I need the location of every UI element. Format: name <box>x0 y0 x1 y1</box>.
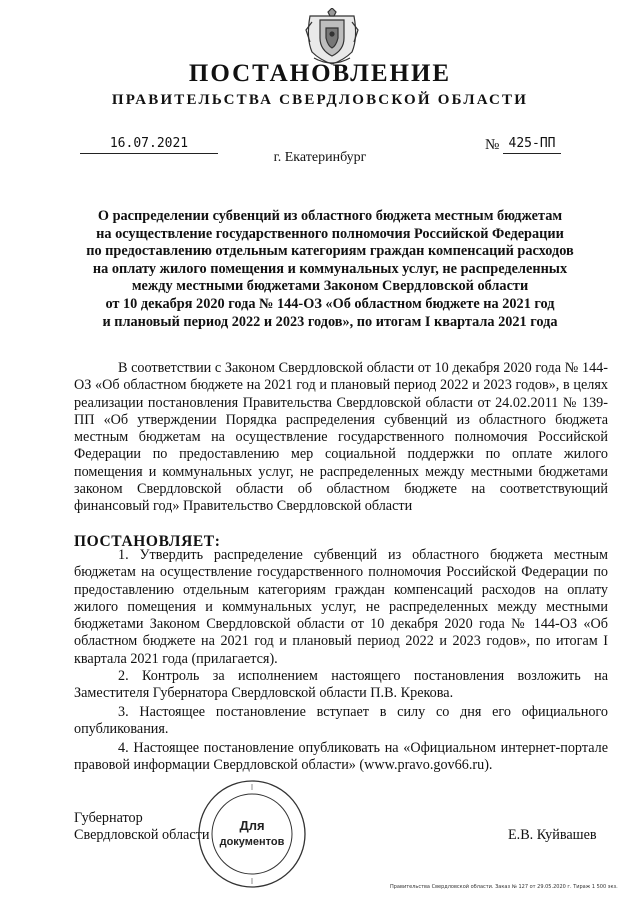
document-heading <box>70 208 590 331</box>
item-4-paragraph: 4. Настоящее постановление опубликовать на «Официальном интернет-портале правовой информации Свердловской области» (www.pravo.gov66.ru). <box>74 740 608 774</box>
heading-line: между местными бюджетами Законом Свердловской области <box>131 278 529 295</box>
number-sign: № <box>485 137 500 153</box>
document-date: 16.07.2021 <box>80 136 218 154</box>
heading-line: от 10 декабря 2020 года № 144-ОЗ «Об областном бюджете на 2021 год <box>105 295 555 312</box>
signature-position <box>74 810 209 845</box>
heading-line: по предоставлению отдельным категориям граждан компенсаций расходов <box>86 243 574 260</box>
coat-of-arms-icon <box>300 8 364 68</box>
declare-heading: ПОСТАНОВЛЯЕТ: <box>74 533 221 550</box>
document-title: ПОСТАНОВЛЕНИЕ <box>188 60 452 87</box>
heading-line: и плановый период 2022 и 2023 годов», по итогам I квартала 2021 года <box>102 313 558 330</box>
stamp-center-line-1: Для <box>239 818 265 833</box>
official-stamp-icon <box>196 778 308 890</box>
stamp-center-line-2: документов <box>219 836 285 848</box>
document-subtitle: ПРАВИТЕЛЬСТВА СВЕРДЛОВСКОЙ ОБЛАСТИ <box>111 92 529 108</box>
footer-print-note: Правительства Свердловской области. Заказ № 127 от 29.05.2020 г. Тираж 1 500 экз. <box>390 884 618 890</box>
item-1-paragraph: 1. Утвердить распределение субвенций из областного бюджета местным бюджетам на осуществление государственного полномочия Российской Федерации по предоставлению отдельным категориям граждан компенсаций расходов на оплату жилого помещения и коммунальных услуг, не распределенных между местными бюджетами Законом Свердловской области от 10 декабря 2020 года № 144-ОЗ «Об областном бюджете на 2021 год и плановый период 2022 и 2023 годов», по итогам I квартала 2021 года (прилагается). <box>74 547 608 667</box>
signature-name: Е.В. Куйвашев <box>508 827 597 843</box>
item-3-paragraph: 3. Настоящее постановление вступает в силу со дня его официального опубликования. <box>74 704 608 738</box>
heading-line: на осуществление государственного полномочия Российской Федерации <box>96 225 564 242</box>
heading-line: О распределении субвенций из областного бюджета местным бюджетам <box>97 208 563 224</box>
document-city: г. Екатеринбург <box>273 150 367 165</box>
heading-line: на оплату жилого помещения и коммунальных услуг, не распределенных <box>92 260 568 277</box>
item-2-paragraph: 2. Контроль за исполнением настоящего постановления возложить на Заместителя Губернатора Свердловской области П.В. Крекова. <box>74 668 608 702</box>
signature-position-line: Свердловской области <box>74 827 210 844</box>
document-number: 425-ПП <box>503 136 561 154</box>
preamble-paragraph: В соответствии с Законом Свердловской области от 10 декабря 2020 года № 144-ОЗ «Об областном бюджете на 2021 год и плановый период 2022 и 2023 годов», в целях реализации постановления Правительства Свердловской области от 24.02.2011 № 139-ПП «Об утверждении Порядка распределения субвенций из областного бюджета местным бюджетам на осуществление государственного полномочия Российской Федерации по предоставлению мер социальной поддержки по оплате жилого помещения и коммунальных услуг, не распределенных между местными бюджетами законом Свердловской области об областном бюджете на соответствующий финансовый год» Правительство Свердловской области <box>74 360 608 515</box>
signature-position-line: Губернатор <box>74 810 143 826</box>
